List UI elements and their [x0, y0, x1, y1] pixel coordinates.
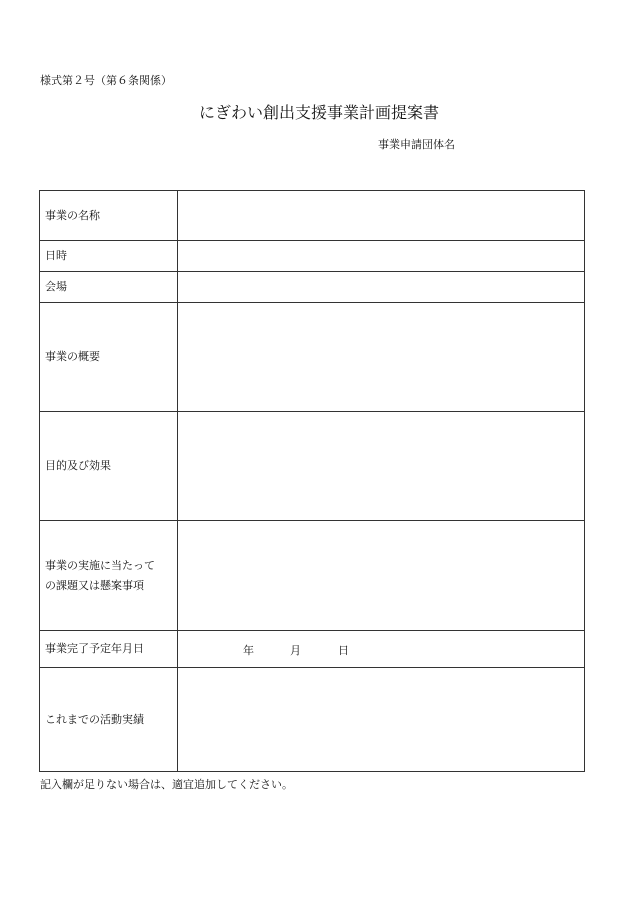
- row-project-name: [40, 191, 585, 241]
- venue-label: 会場: [40, 272, 178, 303]
- footer-note: 記入欄が足りない場合は、適宜追加してください。: [40, 778, 293, 791]
- row-purpose-effect: [40, 412, 585, 521]
- issues-label-line-1: 事業の実施に当たって: [45, 558, 155, 572]
- purpose-effect-label: 目的及び効果: [40, 412, 178, 521]
- issues-label: [40, 521, 178, 631]
- project-name-label: 事業の名称: [40, 191, 178, 241]
- past-activities-label: これまでの活動実績: [40, 668, 178, 772]
- row-datetime: [40, 241, 585, 272]
- document-title: にぎわい創出支援事業計画提案書: [198, 103, 439, 122]
- row-venue: [40, 272, 585, 303]
- completion-date-field[interactable]: [178, 631, 585, 668]
- issues-field[interactable]: [178, 521, 585, 631]
- row-past-activities: [40, 668, 585, 772]
- datetime-field[interactable]: [178, 241, 585, 272]
- past-activities-field[interactable]: [178, 668, 585, 772]
- applicant-organization-label: 事業申請団体名: [378, 138, 455, 151]
- purpose-effect-field[interactable]: [178, 412, 585, 521]
- row-issues: [40, 521, 585, 631]
- issues-label-line-2: の課題又は懸案事項: [45, 578, 144, 592]
- form-number: 様式第２号（第６条関係）: [40, 74, 172, 87]
- month-unit: 月: [290, 644, 301, 657]
- day-unit: 日: [338, 644, 349, 657]
- project-name-field[interactable]: [178, 191, 585, 241]
- completion-date-label: 事業完了予定年月日: [40, 631, 178, 668]
- year-unit: 年: [243, 644, 254, 657]
- proposal-form-table: [39, 190, 585, 772]
- row-overview: [40, 303, 585, 412]
- venue-field[interactable]: [178, 272, 585, 303]
- overview-label: 事業の概要: [40, 303, 178, 412]
- datetime-label: 日時: [40, 241, 178, 272]
- row-completion-date: [40, 631, 585, 668]
- overview-field[interactable]: [178, 303, 585, 412]
